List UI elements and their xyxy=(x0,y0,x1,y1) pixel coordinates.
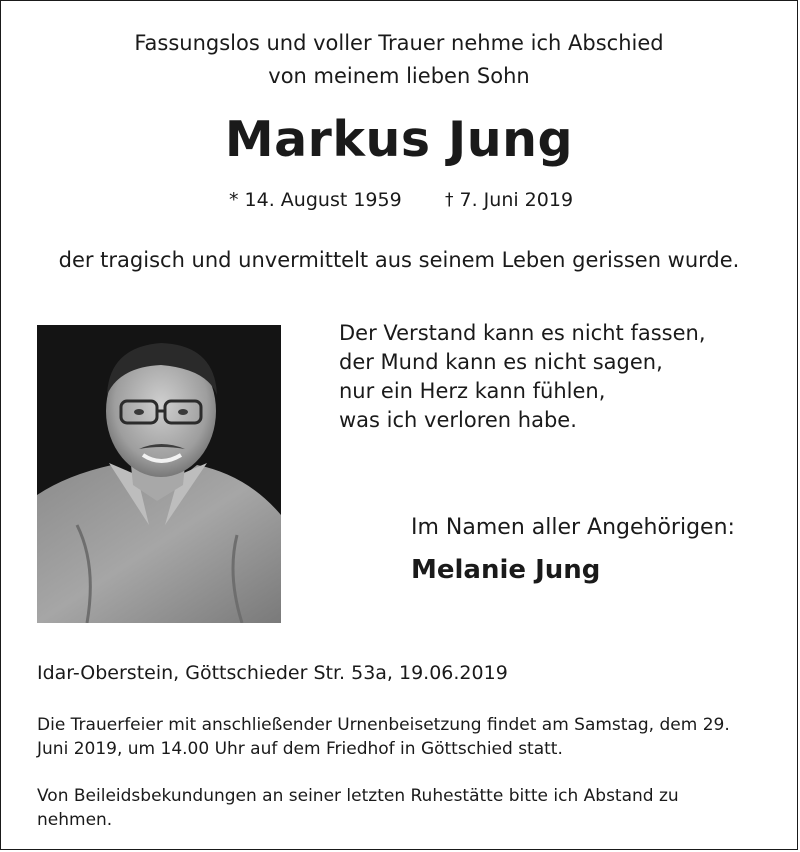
deceased-name: Markus Jung xyxy=(224,111,574,168)
poem-line: Der Verstand kann es nicht fassen, xyxy=(339,321,706,345)
cross-icon: † xyxy=(445,190,454,210)
condolence-notice: Von Beileidsbekundungen an seiner letzten Ruhestätte bitte ich Abstand zu nehmen. xyxy=(37,786,679,830)
death-date-group xyxy=(445,189,573,211)
signer-name: Melanie Jung xyxy=(411,555,601,585)
intro-line-2: von meinem lieben Sohn xyxy=(268,64,530,88)
poem xyxy=(339,319,706,435)
location-date: Idar-Oberstein, Göttschieder Str. 53a, 19.06.2019 xyxy=(37,662,508,684)
portrait-photo xyxy=(37,325,281,623)
ceremony-notice: Die Trauerfeier mit anschließender Urnenbeisetzung findet am Samstag, dem 29. Juni 2019, um 14.00 Uhr auf dem Friedhof in Göttschied statt. xyxy=(37,715,730,759)
birth-date: * 14. August 1959 xyxy=(229,189,402,211)
signoff-line: Im Namen aller Angehörigen: xyxy=(411,515,735,540)
intro-line-1: Fassungslos und voller Trauer nehme ich Abschied xyxy=(134,31,664,55)
poem-line: was ich verloren habe. xyxy=(339,408,577,432)
death-date: 7. Juni 2019 xyxy=(459,189,574,211)
subtitle: der tragisch und unvermittelt aus seinem Leben gerissen wurde. xyxy=(58,248,740,272)
poem-line: der Mund kann es nicht sagen, xyxy=(339,350,663,374)
poem-line: nur ein Herz kann fühlen, xyxy=(339,379,606,403)
